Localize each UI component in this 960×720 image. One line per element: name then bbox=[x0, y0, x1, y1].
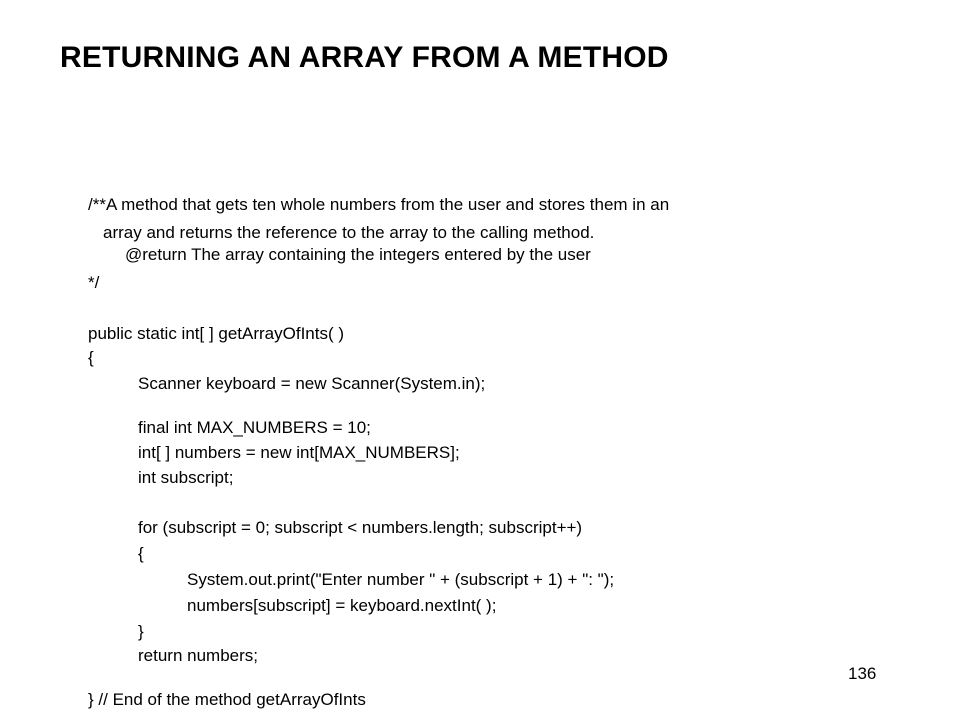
code-line-for-loop: for (subscript = 0; subscript < numbers.length; subscript++) bbox=[138, 518, 583, 537]
code-line-javadoc-close: */ bbox=[88, 273, 100, 292]
code-line-javadoc-open: /**A method that gets ten whole numbers from the user and stores them in an bbox=[88, 195, 670, 214]
code-line-javadoc-return: @return The array containing the integers entered by the user bbox=[125, 245, 591, 264]
code-line-method-signature: public static int[ ] getArrayOfInts( ) bbox=[88, 324, 345, 343]
code-line-method-close: } // End of the method getArrayOfInts bbox=[88, 690, 366, 709]
code-line-loop-open-brace: { bbox=[138, 544, 144, 563]
code-line-read-int: numbers[subscript] = keyboard.nextInt( ); bbox=[187, 596, 497, 615]
code-line-print-prompt: System.out.print("Enter number " + (subscript + 1) + ": "); bbox=[187, 570, 615, 589]
code-line-array-decl: int[ ] numbers = new int[MAX_NUMBERS]; bbox=[138, 443, 460, 462]
slide-title: RETURNING AN ARRAY FROM A METHOD bbox=[60, 41, 669, 74]
code-line-method-open-brace: { bbox=[88, 348, 94, 367]
code-line-return: return numbers; bbox=[138, 646, 258, 665]
code-line-javadoc-desc: array and returns the reference to the array to the calling method. bbox=[103, 223, 595, 242]
code-line-max-numbers: final int MAX_NUMBERS = 10; bbox=[138, 418, 371, 437]
code-line-loop-close-brace: } bbox=[138, 622, 144, 641]
code-line-scanner: Scanner keyboard = new Scanner(System.in); bbox=[138, 374, 486, 393]
page-number: 136 bbox=[848, 664, 877, 683]
code-line-subscript-decl: int subscript; bbox=[138, 468, 234, 487]
